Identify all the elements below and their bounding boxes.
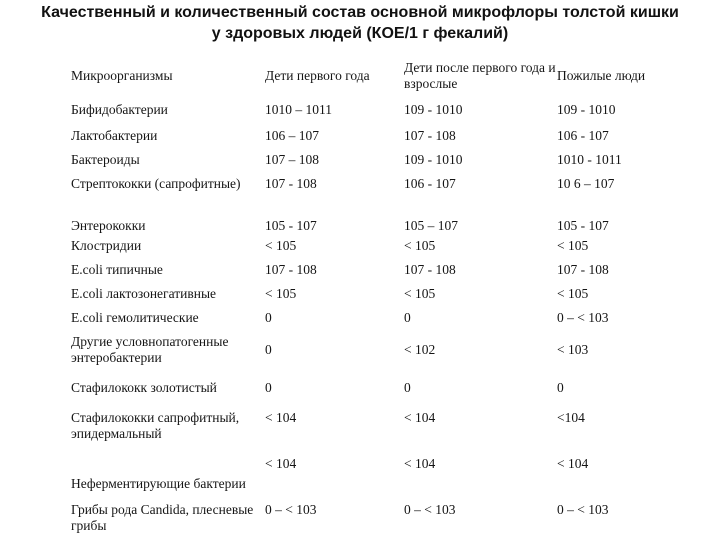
table-cell: 0 xyxy=(557,380,564,395)
table-cell: 107 - 108 xyxy=(265,262,317,277)
table-cell: 0 xyxy=(265,380,272,395)
table-row xyxy=(71,148,711,172)
table-row xyxy=(71,124,711,148)
table-cell: 107 - 108 xyxy=(557,262,609,277)
table-cell: 0 – < 103 xyxy=(557,310,609,325)
table-row xyxy=(71,234,711,258)
table-cell: 106 - 107 xyxy=(557,128,609,143)
table-cell: E.coli гемолитические xyxy=(71,310,199,325)
table-cell: 0 – < 103 xyxy=(265,502,317,517)
table-cell: 107 - 108 xyxy=(404,128,456,143)
table-cell: < 103 xyxy=(557,342,589,357)
header-cell: Дети после первого года и взрослые xyxy=(404,60,556,91)
table-row xyxy=(71,196,711,234)
table-cell: 107 - 108 xyxy=(265,176,317,191)
table-cell: < 105 xyxy=(265,286,297,301)
table-row xyxy=(71,494,711,534)
table-cell: E.coli типичные xyxy=(71,262,163,277)
table-cell: 10 6 – 107 xyxy=(557,176,615,191)
table-cell: 109 - 1010 xyxy=(404,102,463,117)
header-cell: Пожилые люди xyxy=(557,68,646,83)
table-row xyxy=(71,448,711,494)
table-cell: 0 xyxy=(404,380,411,395)
table-cell: < 104 xyxy=(265,410,297,425)
table-cell: Лактобактерии xyxy=(71,128,158,143)
table-cell: 0 – < 103 xyxy=(404,502,456,517)
microflora-table xyxy=(71,56,711,534)
table-cell: 106 – 107 xyxy=(265,128,319,143)
title-line-2: у здоровых людей (КОЕ/1 г фекалий) xyxy=(211,25,509,42)
table-cell: < 105 xyxy=(404,238,436,253)
header-cell: Дети первого года xyxy=(265,68,370,83)
table-cell: 105 - 107 xyxy=(265,218,317,233)
table-row xyxy=(71,282,711,306)
table-cell: Бактероиды xyxy=(71,152,140,167)
table-cell: Неферментирующие бактерии xyxy=(71,476,246,491)
table-cell: < 105 xyxy=(557,238,589,253)
table-row xyxy=(71,96,711,124)
table-cell: Грибы рода Candida, плесневые грибы xyxy=(71,502,254,533)
table-row xyxy=(71,406,711,448)
table-cell: 107 - 108 xyxy=(404,262,456,277)
table-row xyxy=(71,330,711,370)
table-row xyxy=(71,172,711,196)
table-cell: Стрептококки (сапрофитные) xyxy=(71,176,241,191)
table-cell: 105 - 107 xyxy=(557,218,609,233)
table-cell: 106 - 107 xyxy=(404,176,456,191)
table-cell: Другие условнопатогенные энтеробактерии xyxy=(71,334,229,365)
table-row xyxy=(71,258,711,282)
table-cell: E.coli лактозонегативные xyxy=(71,286,217,301)
table-cell: Клостридии xyxy=(71,238,142,253)
table-cell: 109 - 1010 xyxy=(557,102,616,117)
table-cell: 107 – 108 xyxy=(265,152,319,167)
table-cell: < 102 xyxy=(404,342,436,357)
table-cell: < 105 xyxy=(404,286,436,301)
table-cell: < 104 xyxy=(404,456,436,471)
page-title xyxy=(0,2,720,44)
table-cell: < 105 xyxy=(557,286,589,301)
table-cell: 0 xyxy=(265,310,272,325)
table-cell: <104 xyxy=(557,410,585,425)
table-row xyxy=(71,306,711,330)
table-cell: < 104 xyxy=(265,456,297,471)
table-row xyxy=(71,370,711,406)
table-cell: < 104 xyxy=(404,410,436,425)
table-header-row xyxy=(71,56,711,96)
table-cell: Стафилококки сапрофитный, эпидермальный xyxy=(71,410,240,441)
table-cell: 0 xyxy=(404,310,411,325)
table-cell: Бифидобактерии xyxy=(71,102,168,117)
table-cell: < 104 xyxy=(557,456,589,471)
title-line-1: Качественный и количественный состав основной микрофлоры толстой кишки xyxy=(41,4,679,21)
table-cell: 1010 - 1011 xyxy=(557,152,622,167)
table-cell: 105 – 107 xyxy=(404,218,458,233)
table-cell: 0 xyxy=(265,342,272,357)
table-cell: < 105 xyxy=(265,238,297,253)
table-cell: 0 – < 103 xyxy=(557,502,609,517)
table-cell: 109 - 1010 xyxy=(404,152,463,167)
header-cell: Микроорганизмы xyxy=(71,68,173,83)
table-cell: Энтерококки xyxy=(71,218,146,233)
table-cell: 1010 – 1011 xyxy=(265,102,332,117)
table-cell: Стафилококк золотистый xyxy=(71,380,217,395)
